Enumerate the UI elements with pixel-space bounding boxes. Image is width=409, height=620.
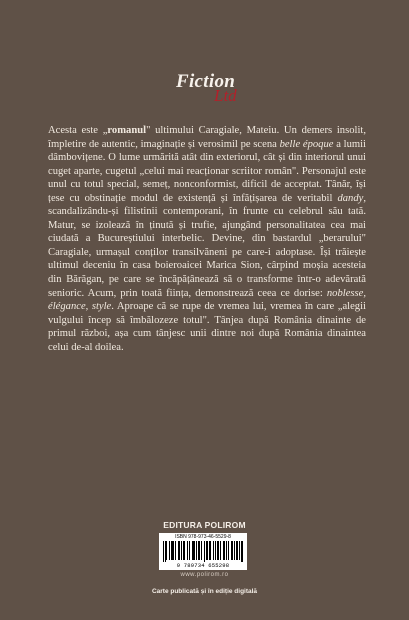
barcode-bar [209, 541, 210, 560]
blurb-bold-romanul: romanul [107, 125, 147, 136]
barcode-bar [179, 541, 180, 560]
barcode-bar [198, 541, 199, 560]
barcode-bar [236, 541, 237, 560]
blurb-italic-belle-epoque: belle époque [279, 138, 334, 150]
fiction-ltd-logo [176, 71, 266, 111]
barcode-bar [173, 541, 174, 560]
isbn-label: ISBN 978-973-46-5529-8 [175, 534, 231, 540]
barcode-digits: 9 789734 655298 [176, 562, 230, 569]
barcode-bar [207, 541, 208, 560]
barcode-bar [232, 541, 233, 560]
blurb-text-1: Acesta este „ [48, 125, 108, 136]
barcode-bar [165, 541, 166, 562]
blurb-text-3: a lumii dâmbovițene. O lume urmărită atât din exteriorul, cât și din interiorul unui cuget aparte, cugetul „celui mai reacționar scriitor român". Personajul este unul cu totul special, semeț, nonconformist, dificil de acceptat. Tânăr, își țese cu obstinație modul de existență și înfățișarea de veritabil [48, 138, 366, 204]
barcode-bar [220, 541, 221, 560]
barcode-bar [213, 541, 214, 560]
barcode-bar [241, 541, 242, 562]
barcode-bar [223, 541, 224, 560]
barcode-bar [181, 541, 182, 560]
barcode-bar [163, 541, 164, 562]
publisher-website: www.polirom.ro [180, 572, 229, 578]
blurb-italic-dandy: dandy [337, 192, 364, 204]
barcode-bar [196, 541, 197, 560]
barcode-bar [239, 541, 240, 560]
barcode-bar [226, 541, 227, 560]
barcode-bar [231, 541, 232, 560]
logo-word-ltd: Ltd [214, 86, 237, 105]
barcode-bar [228, 541, 229, 560]
back-cover-blurb [48, 124, 366, 354]
blurb-text-4: , scandalizându-și filistinii contemporani, în frunte cu celebrul său tată. Matur, se izolează în ținută și trufie, ajungând personalitatea cea mai ciudată a Bucureștiului interbelic. Devine, din bastardul „berarului" Caragiale, urmașul conților transilvăneni pe care-i adoptase. Își trăiește ultimul deceniu în casa boieroaicei Marica Sion, cârpind moșia acesteia din Bărăgan, pe care se încăpățânează să o transforme într-o adevărată senioric. Acum, prin toată ființa, demonstrează ceea ce dorise: [48, 192, 366, 299]
blurb-text-5: . Aproape că se rupe de vremea lui, vremea în care „alegii vulgului încep să îmbălozeze totul". Tânjea după România dinainte de primul război, așa cum tânjesc unii dintre noi după România dinaintea celui de-al doilea. [48, 301, 366, 353]
blurb-text-2: " ultimului Caragiale, Mateiu. Un demers insolit, împletire de autentic, imaginație și verosimil pe scena [48, 125, 366, 150]
barcode-bar [217, 541, 218, 560]
barcode-bar [201, 541, 202, 560]
barcode-bar [218, 541, 219, 560]
barcode-bar [199, 541, 200, 560]
barcode-bar [178, 541, 179, 560]
barcode-bar [234, 541, 235, 560]
barcode-bar [206, 541, 207, 560]
barcode-bar [175, 541, 176, 560]
barcode-bar [189, 541, 190, 560]
barcode-bar [237, 541, 238, 560]
barcode-bar [194, 541, 195, 560]
logo-word-fiction: Fiction [176, 71, 236, 92]
barcode-bar [192, 541, 193, 560]
barcode-bar [171, 541, 172, 560]
barcode-bar [166, 541, 167, 560]
barcode-bar [215, 541, 216, 560]
blurb-italic-noblesse: noblesse, élégance, style [48, 287, 366, 313]
barcode-bar [204, 541, 205, 562]
publisher-name: EDITURA POLIROM [163, 520, 246, 530]
barcode-bar [242, 541, 243, 562]
barcode-bar [184, 541, 185, 560]
barcode-bar [187, 541, 188, 560]
barcode-bar [169, 541, 170, 560]
barcode-bar [210, 541, 211, 560]
barcode-bar [193, 541, 194, 560]
barcode-bar [183, 541, 184, 560]
isbn-barcode [159, 533, 247, 570]
barcode-bar [224, 541, 225, 560]
barcode-bar [172, 541, 173, 560]
barcode-bars [163, 541, 243, 562]
digital-edition-note: Carte publicată și în ediție digitală [151, 588, 258, 595]
